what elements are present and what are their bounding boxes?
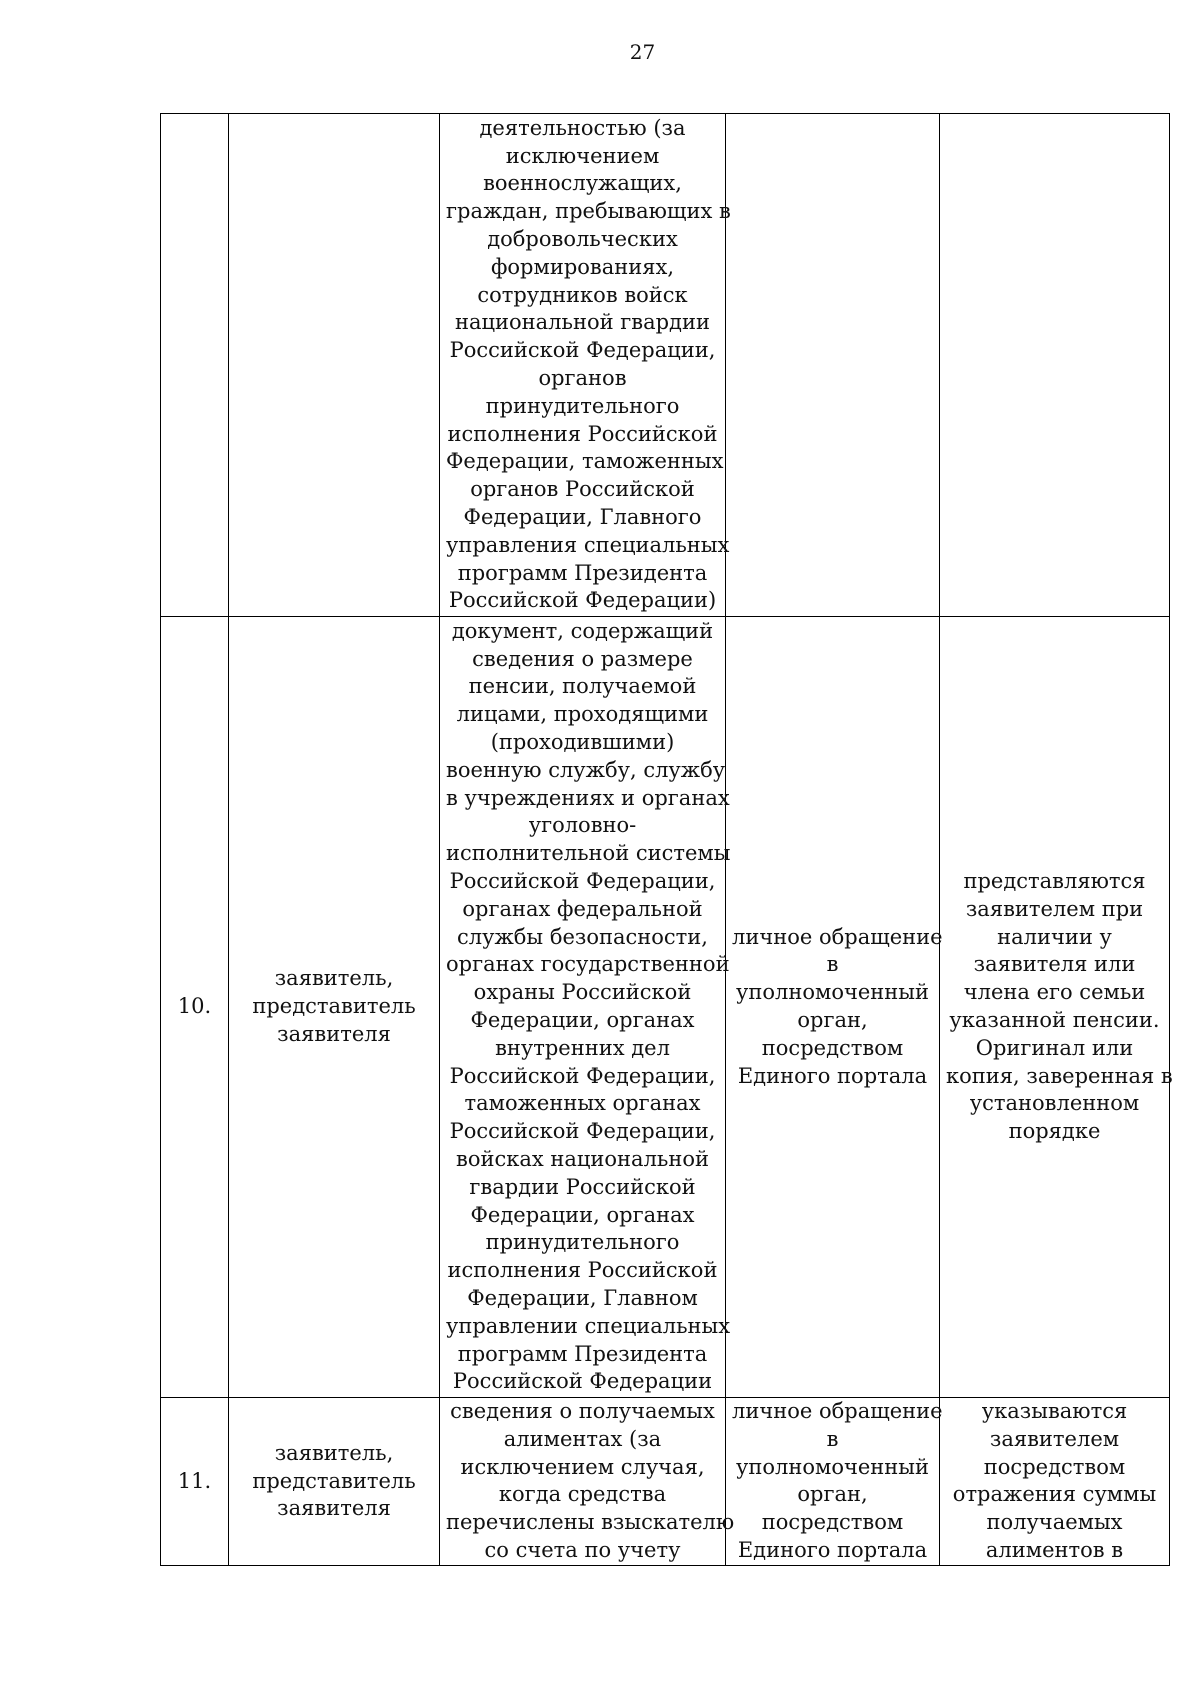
cell-text-line: лицами, проходящими [456, 702, 709, 727]
cell-text-line: таможенных органах [464, 1091, 701, 1116]
cell-text-line: (проходившими) [490, 730, 675, 755]
cell-text-line: порядке [1008, 1119, 1101, 1144]
cell-text-line: в учреждениях и органах [446, 785, 730, 810]
cell-text-line: личное обращение [732, 1399, 943, 1423]
row-number-cell [161, 114, 229, 617]
cell-text-line: программ Президента [457, 560, 708, 585]
cell-text-line: Федерации, Главном [467, 1285, 698, 1310]
note-cell [940, 1398, 1170, 1566]
cell-text-line: Федерации, органах [470, 1202, 695, 1227]
cell-text-line: отражения суммы [952, 1482, 1157, 1507]
cell-text-line: войсках национальной [456, 1146, 709, 1171]
row-number-cell: 10. [161, 617, 229, 1398]
applicant-cell [229, 114, 440, 617]
cell-text-line: принудительного [485, 1230, 680, 1255]
table-row [161, 617, 1170, 1398]
cell-text-line: заявителя [277, 1496, 391, 1521]
cell-text-line: внутренних дел [495, 1035, 670, 1060]
cell-text-line: добровольческих [487, 227, 678, 252]
cell-text-line: документ, содержащий [451, 618, 714, 643]
cell-text-line: указанной пенсии. [949, 1008, 1160, 1032]
cell-text-line: исполнительной системы [446, 841, 731, 866]
cell-text-line: наличии у [997, 924, 1112, 949]
cell-text-line: сведения о размере [472, 646, 693, 671]
cell-text-line: Единого портала [737, 1537, 928, 1562]
cell-text-line: в [826, 1426, 839, 1451]
document-cell [440, 617, 731, 1398]
cell-text-line: органах государственной [446, 952, 730, 977]
cell-text-line: когда средства [498, 1482, 667, 1507]
method-cell [726, 114, 940, 617]
cell-text-line: со счета по учету [484, 1537, 681, 1562]
cell-text-line: сотрудников войск [477, 282, 688, 307]
method-cell [726, 1398, 943, 1566]
cell-text-line: заявителя или [973, 952, 1136, 977]
table-row [161, 1398, 1170, 1566]
cell-text-line: исполнения Российской [447, 1258, 718, 1283]
cell-text-line: Российской Федерации, [449, 1063, 716, 1088]
cell-text-line: Российской Федерации, [449, 338, 716, 363]
cell-text-line: получаемых [986, 1510, 1123, 1535]
documents-table [160, 113, 1173, 1566]
cell-text-line: Федерации, таможенных [446, 449, 724, 474]
cell-text-line: установленном [969, 1091, 1140, 1116]
applicant-cell [229, 1398, 440, 1566]
cell-text-line: деятельностью (за [479, 115, 686, 140]
cell-text-line: исключением случая, [460, 1454, 705, 1479]
cell-text-line: заявитель, [274, 1440, 394, 1465]
cell-text-line: заявителем [989, 1426, 1120, 1451]
cell-text-line: пенсии, получаемой [468, 674, 697, 699]
cell-text-line: копия, заверенная в [946, 1063, 1173, 1088]
cell-text-line: Российской Федерации [452, 1369, 713, 1394]
cell-text-line: органов Российской [470, 477, 695, 502]
cell-text-line: органов [538, 366, 627, 390]
cell-text-line: военнослужащих, [483, 171, 682, 196]
cell-text-line: алиментах (за [503, 1426, 662, 1451]
cell-text-line: исключением [505, 143, 660, 168]
cell-text-line: охраны Российской [473, 980, 692, 1005]
cell-text-line: члена его семьи [963, 980, 1146, 1005]
cell-text-line: граждан, пребывающих в [446, 199, 731, 224]
cell-text-line: перечислены взыскателю [446, 1510, 735, 1535]
cell-text-line: национальной гвардии [455, 310, 710, 335]
cell-text-line: орган, [797, 1482, 868, 1507]
cell-text-line: уполномоченный [736, 980, 929, 1005]
cell-text-line: военную службу, службу [446, 757, 726, 782]
cell-text-line: личное обращение [732, 924, 943, 949]
row-number-cell: 11. [161, 1398, 229, 1566]
note-cell [940, 617, 1173, 1398]
cell-text-line: сведения о получаемых [450, 1399, 715, 1423]
cell-text-line: гвардии Российской [469, 1174, 696, 1199]
cell-text-line: исполнения Российской [447, 421, 718, 446]
note-cell [940, 114, 1170, 617]
cell-text-line: представляются [963, 869, 1146, 894]
cell-text-line: Российской Федерации, [449, 869, 716, 894]
cell-text-line: заявителя [277, 1021, 391, 1046]
cell-text-line: представитель [252, 1468, 416, 1493]
cell-text-line: в [826, 952, 839, 977]
cell-text-line: заявитель, [274, 966, 394, 991]
applicant-cell [229, 617, 440, 1398]
cell-text-line: уполномоченный [736, 1454, 929, 1479]
cell-text-line: службы безопасности, [457, 924, 708, 949]
method-cell [726, 617, 943, 1398]
cell-text-line: принудительного [485, 393, 680, 418]
table-row [161, 114, 1170, 617]
cell-text-line: представитель [252, 994, 416, 1019]
document-cell [440, 1398, 735, 1566]
cell-text-line: уголовно- [528, 813, 637, 838]
cell-text-line: посредством [761, 1510, 904, 1535]
cell-text-line: Федерации, органах [470, 1008, 695, 1032]
cell-text-line: посредством [761, 1035, 904, 1060]
cell-text-line: управлении специальных [446, 1313, 731, 1338]
cell-text-line: управления специальных [446, 532, 730, 557]
cell-text-line: алиментов в [985, 1537, 1124, 1562]
cell-text-line: формированиях, [490, 254, 675, 279]
document-cell [440, 114, 731, 617]
cell-text-line: программ Президента [457, 1341, 708, 1366]
cell-text-line: Единого портала [737, 1063, 928, 1088]
cell-text-line: указываются [981, 1399, 1128, 1423]
cell-text-line: орган, [797, 1008, 868, 1032]
cell-text-line: заявителем при [965, 896, 1144, 921]
cell-text-line: посредством [983, 1454, 1126, 1479]
cell-text-line: Российской Федерации, [449, 1119, 716, 1144]
page-number: 27 [629, 40, 656, 64]
cell-text-line: органах федеральной [462, 896, 703, 921]
cell-text-line: Оригинал или [975, 1035, 1134, 1060]
cell-text-line: Российской Федерации) [448, 588, 717, 613]
cell-text-line: Федерации, Главного [463, 504, 702, 529]
